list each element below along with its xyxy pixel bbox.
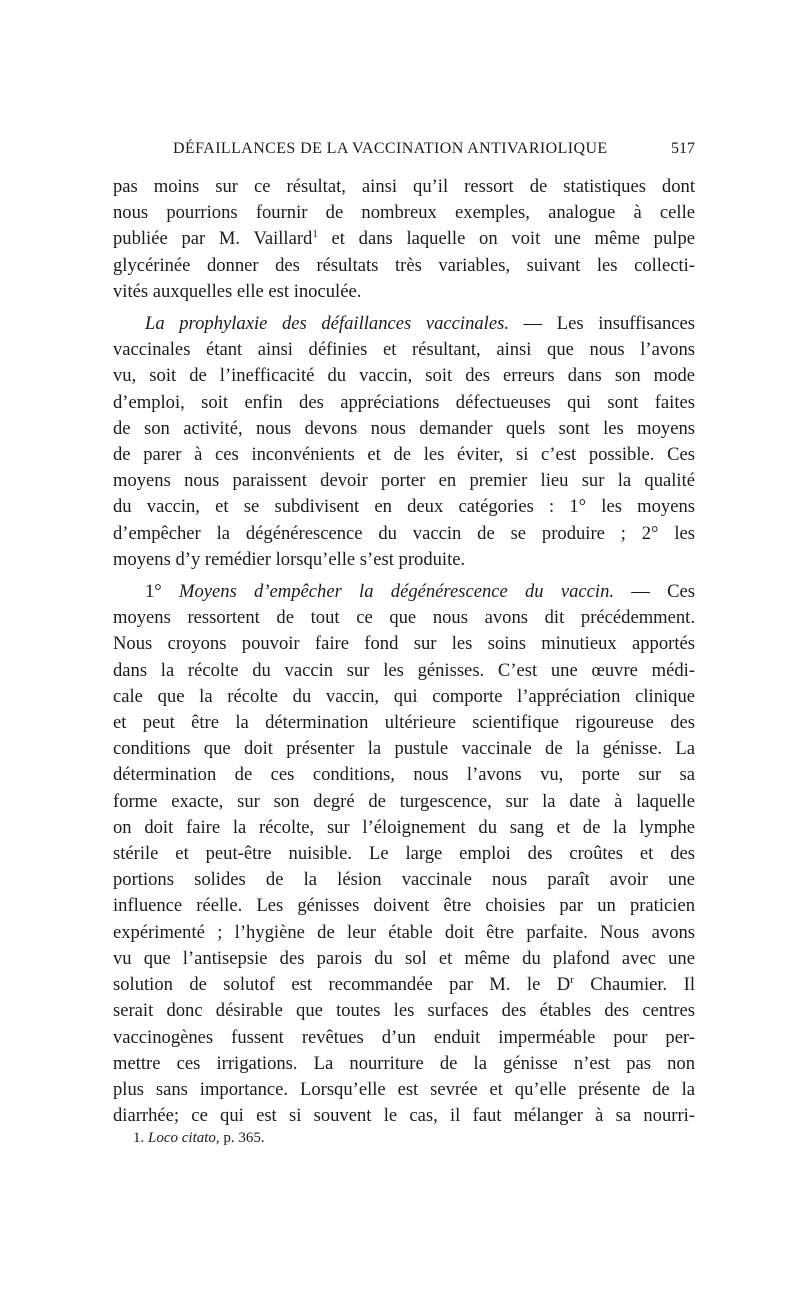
text-line: cale que la récolte du vaccin, qui comporte l’appréciation clinique	[113, 685, 695, 707]
running-head	[173, 140, 695, 168]
text-line: vaccinales étant ainsi définies et résultant, ainsi que nous l’avons	[113, 339, 695, 361]
text-line: expérimenté ; l’hygiène de leur étable doit être parfaite. Nous avons	[113, 921, 695, 943]
footnote-page: , p. 365.	[215, 1130, 265, 1146]
text-line: vu, soit de l’inefficacité du vaccin, soit des erreurs dans son mode	[113, 365, 695, 387]
footnote	[133, 1128, 265, 1148]
text-line: du vaccin, et se subdivisent en deux catégories : 1° les moyens	[113, 496, 695, 518]
superscript-r: r	[570, 973, 574, 986]
section-heading-moyens: Moyens d’empêcher la dégénérescence du vaccin.	[178, 581, 615, 603]
text-line: Nous croyons pouvoir faire fond sur les soins minutieux apportés	[113, 633, 695, 655]
footnote-marker: 1	[312, 228, 318, 241]
text-line: vaccinogènes fussent revêtues d’un enduit imperméable pour per-	[113, 1026, 695, 1048]
text-line: de son activité, nous devons nous demander quels sont les moyens	[113, 417, 695, 439]
text-line: publiée par M. Vaillard$^1$ et dans laquelle on voit une même pulpe	[113, 228, 695, 250]
text-line: 1° Moyens d’empêcher la dégénérescence du vaccin. — Ces	[145, 581, 695, 603]
section-heading-prophylaxie: La prophylaxie des défaillances vaccinales.	[145, 313, 509, 335]
text-line: d’empêcher la dégénérescence du vaccin de se produire ; 2° les	[113, 522, 695, 544]
text-line: moyens d’y remédier lorsqu’elle s’est produite.	[113, 548, 466, 570]
text-line: forme exacte, sur son degré de turgescence, sur la date à laquelle	[113, 790, 695, 812]
text-line: conditions que doit présenter la pustule vaccinale de la génisse. La	[113, 738, 695, 760]
text-line: vu que l’antisepsie des parois du sol et même du plafond avec une	[113, 947, 695, 969]
text-line: portions solides de la lésion vaccinale nous paraît avoir une	[113, 869, 695, 891]
text-line: de parer à ces inconvénients et de les éviter, si c’est possible. Ces	[113, 444, 695, 466]
text-line: vités auxquelles elle est inoculée.	[113, 280, 362, 302]
text-line: serait donc désirable que toutes les surfaces des étables des centres	[113, 1000, 695, 1022]
paragraph-1	[113, 174, 695, 305]
text-line: moyens ressortent de tout ce que nous avons dit précédemment.	[113, 607, 695, 629]
text-line: dans la récolte du vaccin sur les génisses. C’est une œuvre médi-	[113, 659, 695, 681]
text-line: nous pourrions fournir de nombreux exemples, analogue à celle	[113, 202, 695, 224]
paragraph-3	[113, 579, 695, 1129]
text-line: pas moins sur ce résultat, ainsi qu’il ressort de statistiques dont	[113, 176, 695, 197]
text-line: diarrhée; ce qui est si souvent le cas, il faut mélanger à sa nourri-	[113, 1105, 695, 1127]
paragraph-2	[113, 311, 695, 573]
text-line: La prophylaxie des défaillances vaccinales. — Les insuffisances	[145, 313, 695, 335]
text-line: moyens nous paraissent devoir porter en premier lieu sur la qualité	[113, 470, 695, 492]
text-line: mettre ces irrigations. La nourriture de la génisse n’est pas non	[113, 1052, 695, 1074]
text-line: solution de solutof est recommandée par M. le $D^r$ Chaumier. Il	[113, 973, 695, 996]
text-line: influence réelle. Les génisses doivent être choisies par un praticien	[113, 895, 695, 917]
text-line: plus sans importance. Lorsqu’elle est sevrée et qu’elle présente de la	[113, 1078, 695, 1100]
text-line: et peut être la détermination ultérieure scientifique rigoureuse des	[113, 712, 695, 734]
running-head-title: DÉFAILLANCES DE LA VACCINATION ANTIVARIOLIQUE	[173, 140, 608, 157]
text-line: glycérinée donner des résultats très variables, suivant les collecti-	[113, 254, 695, 276]
page-number: 517	[671, 140, 695, 157]
text-line: on doit faire la récolte, sur l’éloignement du sang et de la lymphe	[113, 816, 695, 838]
book-page	[113, 140, 695, 1146]
text-line: d’emploi, soit enfin des appréciations défectueuses qui sont faites	[113, 391, 695, 413]
text-line: stérile et peut-être nuisible. Le large emploi des croûtes et des	[113, 843, 695, 865]
footnote-number: 1.	[133, 1130, 145, 1146]
text-line: détermination de ces conditions, nous l’avons vu, porte sur sa	[113, 764, 695, 786]
footnote-source: Loco citato	[148, 1130, 216, 1146]
